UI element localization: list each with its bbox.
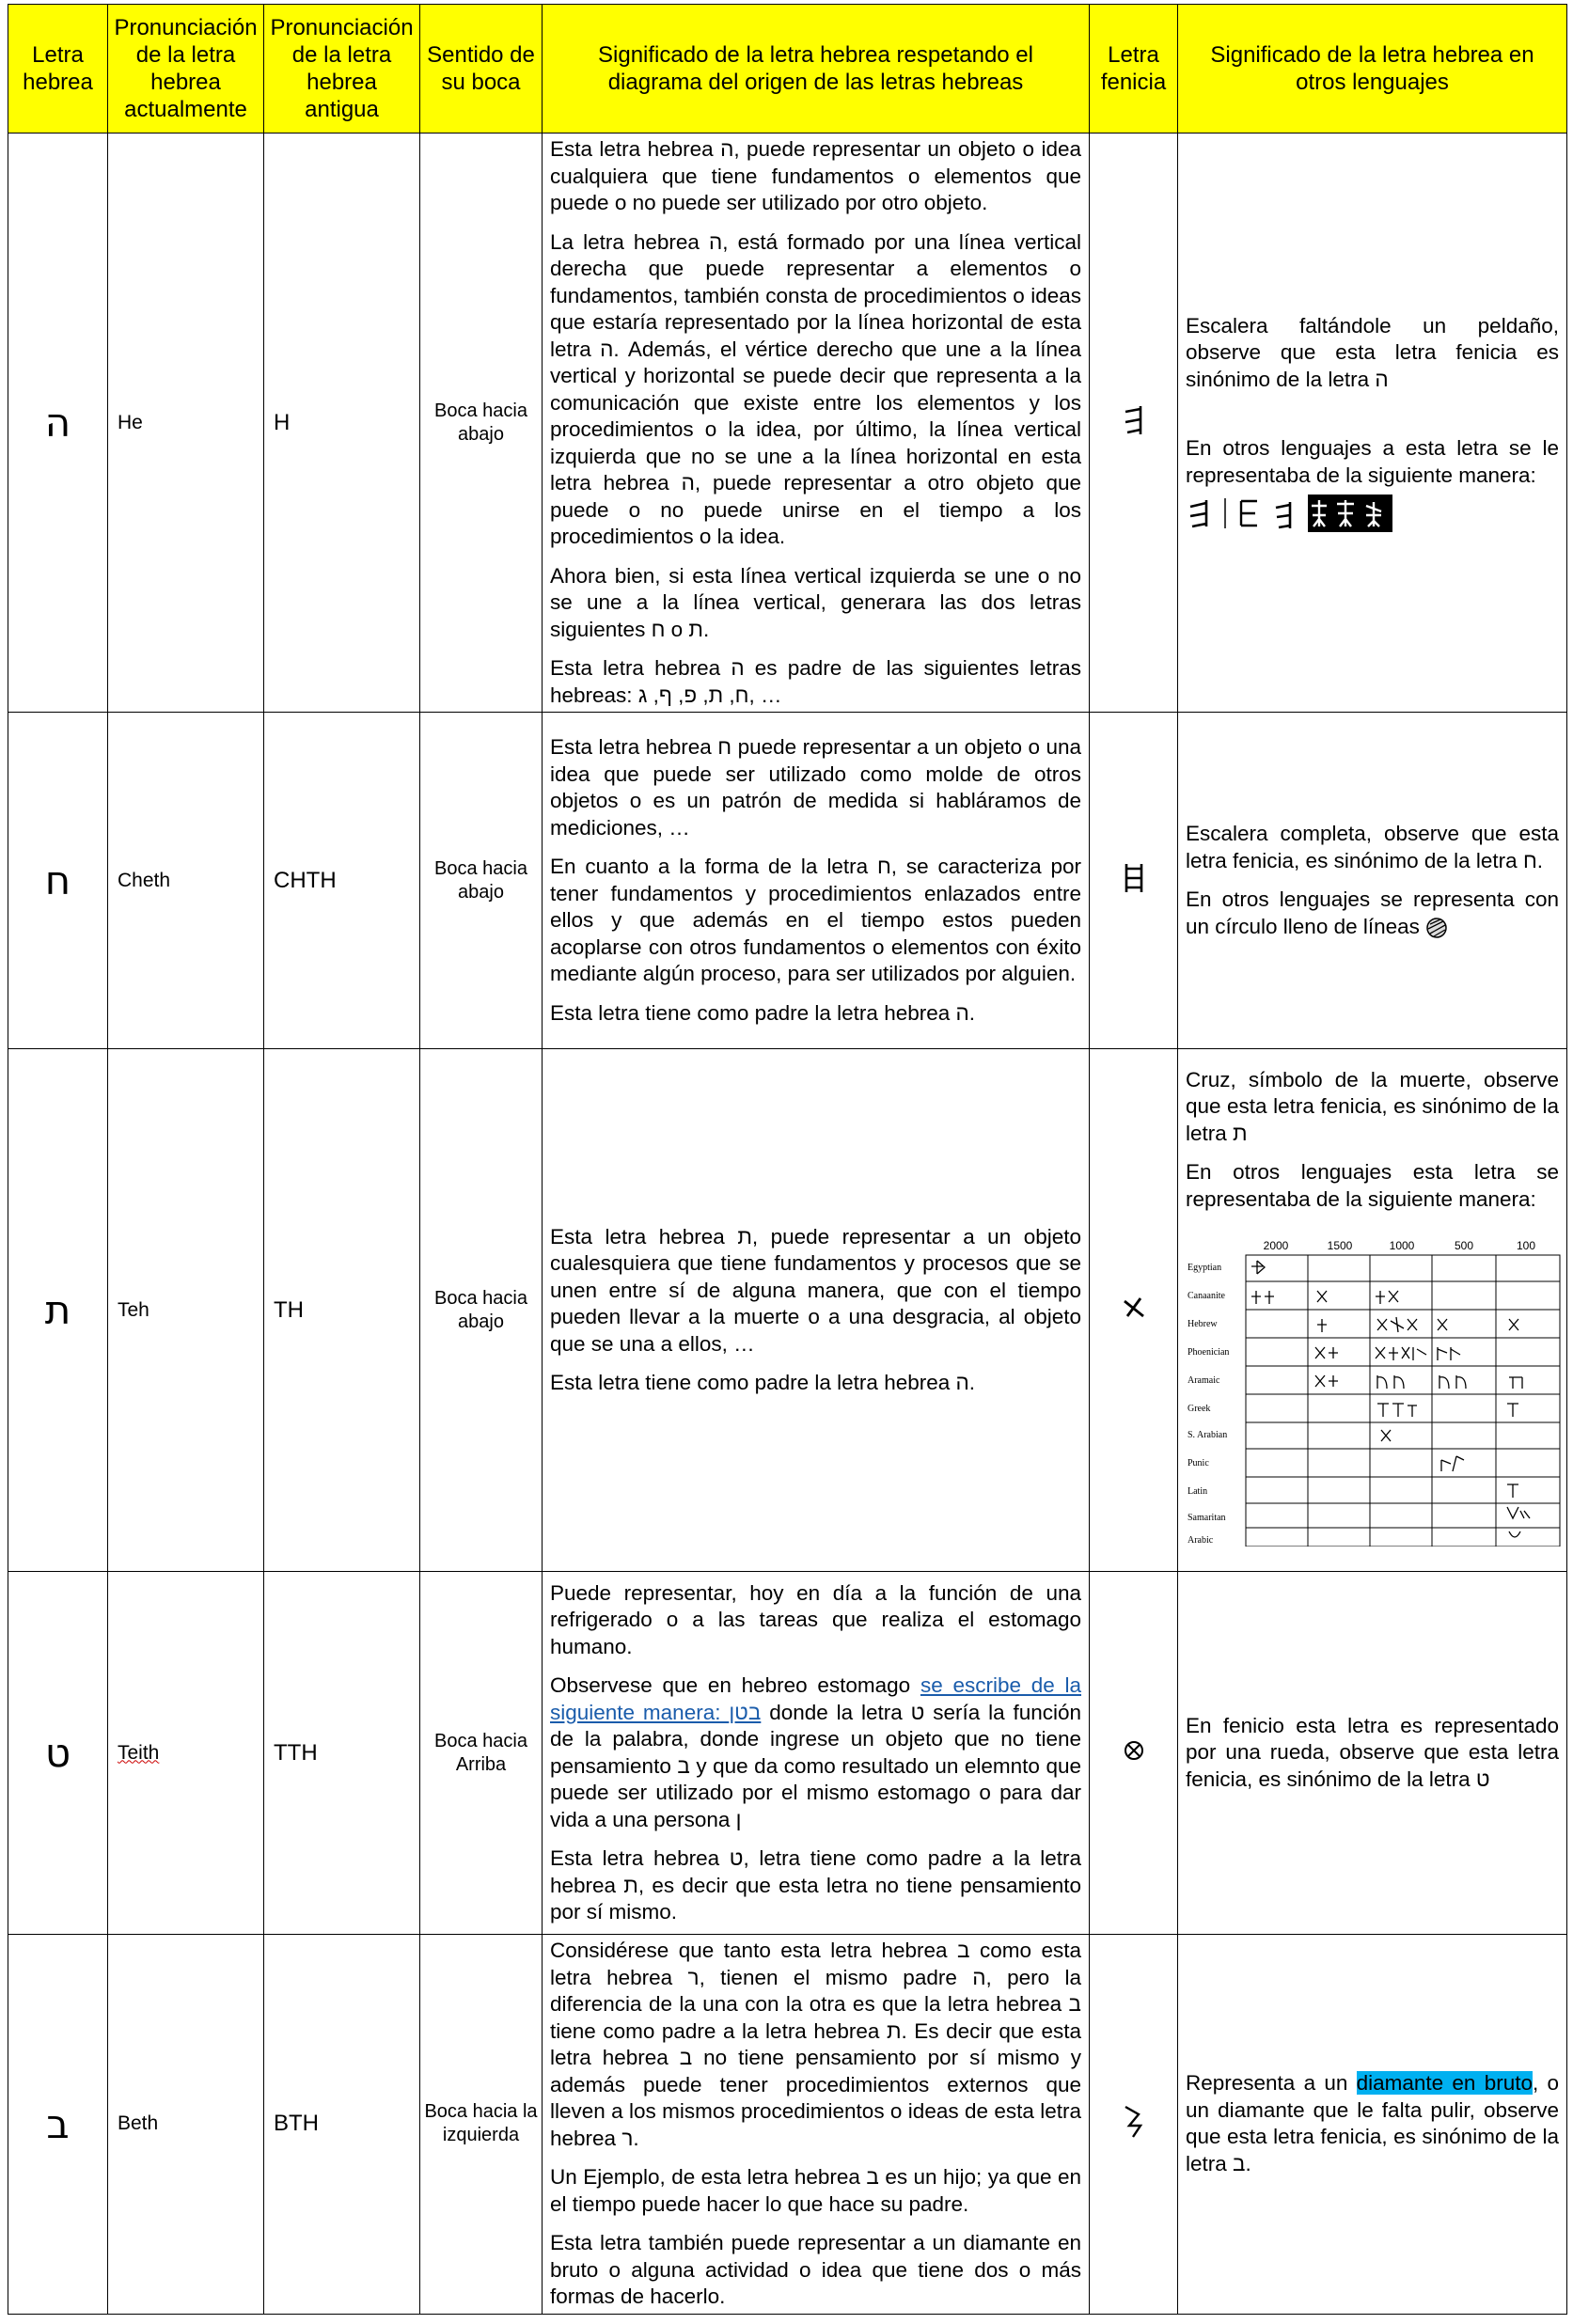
pronunciation-ancient: H xyxy=(264,133,420,713)
script-label: Canaanite xyxy=(1188,1291,1225,1301)
other-languages-text xyxy=(1178,1935,1567,2315)
phoenician-letter-cell xyxy=(1090,1049,1178,1572)
pronunciation-current: Cheth xyxy=(108,713,264,1049)
header-significado: Significado de la letra hebrea respetando el diagrama del origen de las letras hebreas xyxy=(543,5,1090,133)
stomach-word-link[interactable]: se escribe de la siguiente manera: בטן xyxy=(550,1673,1081,1724)
phoenician-letter-cell xyxy=(1090,713,1178,1049)
meaning-paragraph: Un Ejemplo, de esta letra hebrea ב es un hijo; ya que en el tiempo puede hacer lo que hace su padre. xyxy=(550,2165,1081,2216)
pronunciation-current: Beth xyxy=(108,1935,264,2315)
table-row xyxy=(8,133,1567,713)
hebrew-letter: ת xyxy=(8,1049,108,1572)
meaning-paragraph: Esta letra hebrea ה, puede representar un objeto o idea cualquiera que tiene fundamentos o elementos que puede o no puede ser utilizado por otro objeto. xyxy=(550,137,1081,214)
script-label: Egyptian xyxy=(1188,1263,1222,1273)
other-paragraph: Cruz, símbolo de la muerte, observe que esta letra fenicia, es sinónimo de la letra ת xyxy=(1186,1067,1559,1145)
meaning-paragraph: Puede representar, hoy en día a la función de una refrigerado o a las tareas que realiza el estomago humano. xyxy=(550,1580,1081,1658)
pronunciation-current: He xyxy=(108,133,264,713)
pronunciation-ancient: BTH xyxy=(264,1935,420,2315)
script-label: Greek xyxy=(1188,1404,1211,1414)
lined-circle-icon xyxy=(1425,917,1448,939)
meaning-paragraph: En cuanto a la forma de la letra ח, se caracteriza por tener fundamentos y procedimientos enlazados entre ellos y que además en el tiempo estos pueden acoplarse con otros fundamentos o elementos con éxito mediante algún proceso, para ser utilizados por alguien. xyxy=(550,855,1081,985)
other-paragraph: Escalera completa, observe que esta letra fenicia, es sinónimo de la letra ח. xyxy=(1186,822,1559,872)
other-languages-text xyxy=(1178,713,1567,1049)
other-paragraph: Escalera faltándole un peldaño, observe que esta letra fenicia es sinónimo de la letra ה xyxy=(1186,313,1559,391)
stick-figure-glyphs xyxy=(1308,495,1392,532)
mouth-direction: Boca hacia abajo xyxy=(420,133,543,713)
phoenician-letter-cell xyxy=(1090,133,1178,713)
script-glyphs xyxy=(1251,1261,1530,1537)
year-label: 2000 xyxy=(1263,1239,1289,1252)
header-pronunciacion-actual: Pronunciación de la letra hebrea actualmente xyxy=(108,5,264,133)
year-label: 500 xyxy=(1454,1239,1474,1252)
meaning-text xyxy=(543,1049,1090,1572)
cheth-phoenician-glyph xyxy=(1120,861,1148,895)
script-label: Aramaic xyxy=(1188,1375,1220,1386)
script-label: S. Arabian xyxy=(1188,1430,1228,1440)
meaning-paragraph: Esta letra hebrea ה es padre de las siguientes letras hebreas: ח, ת, פ, ף, ג, … xyxy=(550,656,1081,707)
other-languages-text xyxy=(1178,1572,1567,1935)
meaning-paragraph: Esta letra hebrea ח puede representar a un objeto o una idea que puede ser utilizado como molde de otros objetos o es un patrón de medida si habláramos de mediciones, … xyxy=(550,735,1081,840)
meaning-text-segment: donde la letra ט sería la función de la palabra, donde ingrese un objeto que no tiene pensamiento ב y que da como resultado un elemnto que puede ser utilizado por el mismo estomago o para dar vida a una persona ן xyxy=(550,1700,1081,1831)
meaning-text xyxy=(543,1572,1090,1935)
other-languages-text xyxy=(1178,1049,1567,1572)
script-label: Punic xyxy=(1188,1458,1209,1468)
header-row xyxy=(8,5,1567,133)
pronunciation-ancient: TH xyxy=(264,1049,420,1572)
pronunciation-text: Teith xyxy=(118,1741,160,1764)
other-text: Representa a un xyxy=(1186,2071,1357,2096)
meaning-paragraph: Esta letra hebrea ט, letra tiene como padre a la letra hebrea ת, es decir que esta letra no tiene pensamiento por sí mismo. xyxy=(550,1846,1081,1924)
header-letra-hebrea: Letra hebrea xyxy=(8,5,108,133)
mouth-direction: Boca hacia abajo xyxy=(420,713,543,1049)
pronunciation-ancient: CHTH xyxy=(264,713,420,1049)
he-phoenician-glyph xyxy=(1120,403,1148,437)
phoenician-letter-cell xyxy=(1090,1572,1178,1935)
phoenician-letter-cell xyxy=(1090,1935,1178,2315)
other-paragraph: En fenicio esta letra es representado por una rueda, observe que esta letra fenicia, es sinónimo de la letra ט xyxy=(1186,1713,1559,1791)
hebrew-letter: ה xyxy=(8,133,108,713)
year-label: 1000 xyxy=(1389,1239,1415,1252)
other-paragraph: En otros lenguajes a esta letra se le representaba de la siguiente manera: xyxy=(1186,436,1559,487)
meaning-text xyxy=(543,1935,1090,2315)
hebrew-letter: ט xyxy=(8,1572,108,1935)
beth-phoenician-glyph xyxy=(1120,2103,1148,2141)
table-row xyxy=(8,713,1567,1049)
other-paragraph: En otros lenguajes esta letra se representaba de la siguiente manera: xyxy=(1186,1160,1559,1211)
header-otros-lenguajes: Significado de la letra hebrea en otros lenguajes xyxy=(1178,5,1567,133)
hebrew-letter: ב xyxy=(8,1935,108,2315)
script-label: Arabic xyxy=(1188,1535,1214,1546)
other-paragraph xyxy=(1186,2070,1559,2177)
mouth-direction: Boca hacia la izquierda xyxy=(420,1935,543,2315)
meaning-paragraph: Considérese que tanto esta letra hebrea ב como esta letra hebrea ר, tienen el mismo padre ה, pero la diferencia de la una con la otra es que la letra hebrea ב tiene como padre a la letra hebrea ת. Es decir que esta letra hebrea ב no tiene pensamiento por sí mismo y además puede tener procedimientos externos que lleven a los mismos procedimientos o ideas de esta letra hebrea ר. xyxy=(550,1939,1081,2150)
script-label: Hebrew xyxy=(1188,1319,1218,1329)
meaning-text xyxy=(543,713,1090,1049)
other-text: En otros lenguajes se representa con un círculo lleno de líneas xyxy=(1186,887,1559,938)
variant-glyphs xyxy=(1186,495,1559,532)
meaning-paragraph xyxy=(550,1672,1081,1833)
e-variant-glyph xyxy=(1236,497,1261,529)
pronunciation-ancient: TTH xyxy=(264,1572,420,1935)
mouth-direction: Boca hacia Arriba xyxy=(420,1572,543,1935)
hebrew-letters-table xyxy=(8,4,1567,2315)
meaning-paragraph: Esta letra tiene como padre la letra hebrea ה. xyxy=(550,1371,976,1394)
other-text: , o un diamante que le falta pulir, observe que esta letra fenicia, es sinónimo de la letra ב. xyxy=(1186,2071,1559,2175)
year-label: 100 xyxy=(1516,1239,1536,1252)
other-paragraph xyxy=(1186,887,1559,940)
mouth-direction: Boca hacia abajo xyxy=(420,1049,543,1572)
he-variant-glyph xyxy=(1186,496,1214,530)
meaning-paragraph: Esta letra hebrea ת, puede representar a un objeto cualesquiera que tiene fundamentos y procesos que se unen entre sí de alguna manera, que con el tiempo pueden llevar a la muerte o a una desgracia, al objeto que se una a ellos, … xyxy=(550,1224,1081,1356)
highlighted-text: diamante en bruto xyxy=(1356,2071,1533,2096)
pronunciation-current: Teh xyxy=(108,1049,264,1572)
teith-phoenician-glyph xyxy=(1122,1738,1146,1763)
meaning-paragraph: La letra hebrea ה, está formado por una línea vertical derecha que puede representar a elementos o fundamentos, también consta de procedimientos o ideas que estaría representado por la línea horizontal de esta letra ה. Además, el vértice derecho que une a la línea vertical y horizontal se puede decir que representa a la comunicación que existe entre los elementos y los procedimientos o la idea, por último, la línea vertical izquierda que no se une a la línea horizontal en esta letra hebrea ה, puede representar a otro objeto que puede o no puede unirse en el tiempo a los procedimientos o la idea. xyxy=(550,229,1081,548)
meaning-paragraph: Ahora bien, si esta línea vertical izquierda se une o no se une a la línea vertical, generara las dos letras siguientes ח o ת. xyxy=(550,563,1081,641)
table-row xyxy=(8,1049,1567,1572)
other-languages-text xyxy=(1178,133,1567,713)
header-sentido-boca: Sentido de su boca xyxy=(420,5,543,133)
teh-phoenician-glyph xyxy=(1120,1294,1148,1322)
document-page xyxy=(8,4,1566,2315)
he-variant-glyph xyxy=(1270,496,1298,530)
divider-bar xyxy=(1223,496,1227,530)
meaning-text xyxy=(543,133,1090,713)
table-row xyxy=(8,1572,1567,1935)
script-label: Samaritan xyxy=(1188,1513,1226,1523)
header-letra-fenicia: Letra fenicia xyxy=(1090,5,1178,133)
pronunciation-current xyxy=(108,1572,264,1935)
hebrew-letter: ח xyxy=(8,713,108,1049)
script-evolution-table xyxy=(1186,1238,1562,1547)
table-row xyxy=(8,1935,1567,2315)
script-label: Phoenician xyxy=(1188,1347,1230,1358)
meaning-paragraph: Esta letra también puede representar a un diamante en bruto o alguna actividad o idea que tiene dos o más formas de hacerlo. xyxy=(550,2231,1081,2308)
meaning-paragraph: Esta letra tiene como padre la letra hebrea ה. xyxy=(550,1000,976,1025)
year-label: 1500 xyxy=(1327,1239,1353,1252)
meaning-text-segment: Observese que en hebreo estomago xyxy=(550,1673,920,1697)
header-pronunciacion-antigua: Pronunciación de la letra hebrea antigua xyxy=(264,5,420,133)
script-label: Latin xyxy=(1188,1486,1208,1497)
